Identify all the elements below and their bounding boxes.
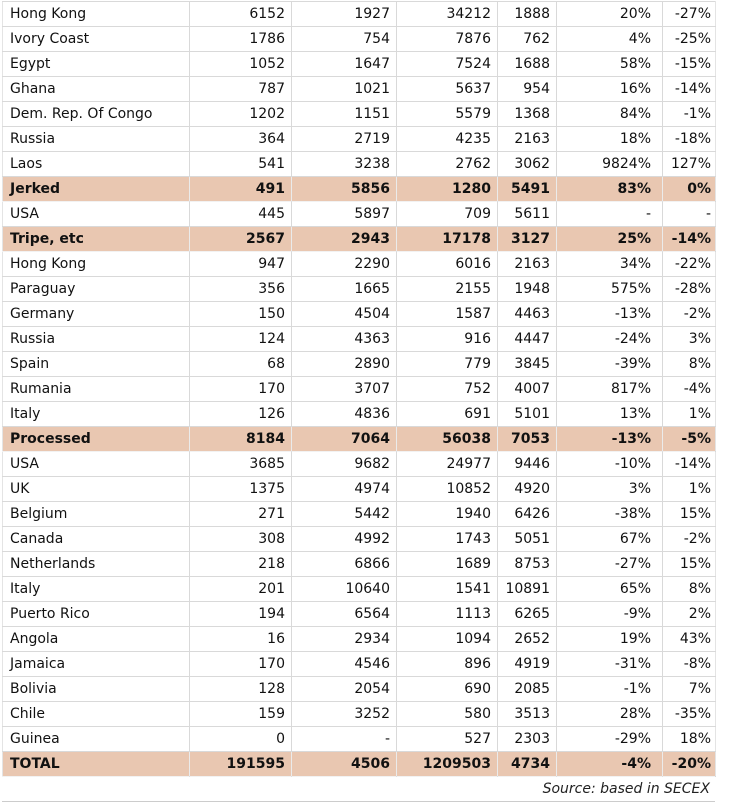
cell-value: 1280 bbox=[397, 177, 498, 202]
source-note-row bbox=[2, 777, 715, 802]
cell-label: Russia bbox=[3, 327, 190, 352]
cell-value: 9682 bbox=[292, 452, 397, 477]
cell-value: 709 bbox=[397, 202, 498, 227]
cell-value: 201 bbox=[190, 577, 292, 602]
cell-value: 3062 bbox=[498, 152, 557, 177]
cell-value: 1688 bbox=[498, 52, 557, 77]
cell-value: 10640 bbox=[292, 577, 397, 602]
cell-value: 9824% bbox=[557, 152, 663, 177]
cell-value: 6016 bbox=[397, 252, 498, 277]
cell-value: 947 bbox=[190, 252, 292, 277]
cell-value: 34% bbox=[557, 252, 663, 277]
cell-value: 2934 bbox=[292, 627, 397, 652]
cell-value: -38% bbox=[557, 502, 663, 527]
cell-value: -13% bbox=[557, 302, 663, 327]
cell-value: -8% bbox=[663, 652, 716, 677]
table-row bbox=[3, 277, 716, 302]
cell-label: USA bbox=[3, 202, 190, 227]
cell-value: 2290 bbox=[292, 252, 397, 277]
cell-value: 4974 bbox=[292, 477, 397, 502]
cell-value: 4447 bbox=[498, 327, 557, 352]
table-row bbox=[3, 602, 716, 627]
cell-value: 18% bbox=[663, 727, 716, 752]
table-row bbox=[3, 402, 716, 427]
cell-value: -15% bbox=[663, 52, 716, 77]
table-row bbox=[3, 502, 716, 527]
cell-value: 4992 bbox=[292, 527, 397, 552]
cell-value: 1113 bbox=[397, 602, 498, 627]
data-table bbox=[2, 1, 716, 777]
table-row bbox=[3, 252, 716, 277]
cell-value: 4920 bbox=[498, 477, 557, 502]
cell-label: Spain bbox=[3, 352, 190, 377]
cell-value: -2% bbox=[663, 527, 716, 552]
cell-value: 491 bbox=[190, 177, 292, 202]
cell-label: Ivory Coast bbox=[3, 27, 190, 52]
cell-value: 1940 bbox=[397, 502, 498, 527]
cell-value: 2303 bbox=[498, 727, 557, 752]
cell-value: 9446 bbox=[498, 452, 557, 477]
table-row bbox=[3, 202, 716, 227]
cell-label: Netherlands bbox=[3, 552, 190, 577]
cell-value: 25% bbox=[557, 227, 663, 252]
cell-value: 4734 bbox=[498, 752, 557, 777]
cell-value: 3127 bbox=[498, 227, 557, 252]
cell-value: -14% bbox=[663, 452, 716, 477]
table-row bbox=[3, 452, 716, 477]
cell-value: 1647 bbox=[292, 52, 397, 77]
cell-value: 128 bbox=[190, 677, 292, 702]
cell-value: 1% bbox=[663, 402, 716, 427]
cell-label: Tripe, etc bbox=[3, 227, 190, 252]
table-row bbox=[3, 727, 716, 752]
cell-value: 5101 bbox=[498, 402, 557, 427]
cell-value: 3252 bbox=[292, 702, 397, 727]
cell-value: 6265 bbox=[498, 602, 557, 627]
cell-value: 5897 bbox=[292, 202, 397, 227]
cell-label: Puerto Rico bbox=[3, 602, 190, 627]
cell-value: 954 bbox=[498, 77, 557, 102]
cell-value: 83% bbox=[557, 177, 663, 202]
cell-value: 356 bbox=[190, 277, 292, 302]
cell-value: 6152 bbox=[190, 2, 292, 27]
cell-value: 690 bbox=[397, 677, 498, 702]
cell-value: 5442 bbox=[292, 502, 397, 527]
cell-value: 7876 bbox=[397, 27, 498, 52]
cell-value: 159 bbox=[190, 702, 292, 727]
cell-value: 170 bbox=[190, 377, 292, 402]
cell-value: -14% bbox=[663, 77, 716, 102]
cell-value: -24% bbox=[557, 327, 663, 352]
cell-value: 3707 bbox=[292, 377, 397, 402]
cell-label: Germany bbox=[3, 302, 190, 327]
cell-value: -13% bbox=[557, 427, 663, 452]
cell-value: -1% bbox=[557, 677, 663, 702]
cell-value: 7064 bbox=[292, 427, 397, 452]
cell-value: 124 bbox=[190, 327, 292, 352]
cell-value: 3845 bbox=[498, 352, 557, 377]
cell-value: 5579 bbox=[397, 102, 498, 127]
cell-value: 65% bbox=[557, 577, 663, 602]
table-row bbox=[3, 377, 716, 402]
cell-value: 15% bbox=[663, 552, 716, 577]
cell-value: 575% bbox=[557, 277, 663, 302]
cell-label: Egypt bbox=[3, 52, 190, 77]
cell-value: 4546 bbox=[292, 652, 397, 677]
cell-value: 7% bbox=[663, 677, 716, 702]
cell-value: 2085 bbox=[498, 677, 557, 702]
cell-value: 68 bbox=[190, 352, 292, 377]
cell-value: 1368 bbox=[498, 102, 557, 127]
cell-value: 5491 bbox=[498, 177, 557, 202]
cell-value: 1151 bbox=[292, 102, 397, 127]
table-row bbox=[3, 627, 716, 652]
cell-value: 2% bbox=[663, 602, 716, 627]
cell-value: -5% bbox=[663, 427, 716, 452]
cell-value: 1375 bbox=[190, 477, 292, 502]
cell-label: Chile bbox=[3, 702, 190, 727]
cell-value: -31% bbox=[557, 652, 663, 677]
cell-label: Rumania bbox=[3, 377, 190, 402]
table-row bbox=[3, 102, 716, 127]
table-row bbox=[3, 127, 716, 152]
cell-value: 4919 bbox=[498, 652, 557, 677]
cell-value: 779 bbox=[397, 352, 498, 377]
group-row bbox=[3, 177, 716, 202]
cell-value: 5051 bbox=[498, 527, 557, 552]
cell-value: -4% bbox=[663, 377, 716, 402]
cell-value: -35% bbox=[663, 702, 716, 727]
cell-value: 4235 bbox=[397, 127, 498, 152]
cell-label: Canada bbox=[3, 527, 190, 552]
cell-value: 191595 bbox=[190, 752, 292, 777]
cell-value: 1094 bbox=[397, 627, 498, 652]
cell-value: 16 bbox=[190, 627, 292, 652]
cell-value: 2163 bbox=[498, 127, 557, 152]
cell-value: 67% bbox=[557, 527, 663, 552]
cell-value: 1948 bbox=[498, 277, 557, 302]
cell-value: 1202 bbox=[190, 102, 292, 127]
cell-value: 762 bbox=[498, 27, 557, 52]
cell-value: 1209503 bbox=[397, 752, 498, 777]
cell-value: 24977 bbox=[397, 452, 498, 477]
table-row bbox=[3, 527, 716, 552]
cell-value: 2943 bbox=[292, 227, 397, 252]
cell-value: 0 bbox=[190, 727, 292, 752]
cell-value: 18% bbox=[557, 127, 663, 152]
cell-value: 3% bbox=[663, 327, 716, 352]
cell-value: 4007 bbox=[498, 377, 557, 402]
cell-value: 1% bbox=[663, 477, 716, 502]
cell-value: 16% bbox=[557, 77, 663, 102]
cell-label: Italy bbox=[3, 402, 190, 427]
cell-value: 10891 bbox=[498, 577, 557, 602]
cell-value: 445 bbox=[190, 202, 292, 227]
table-row bbox=[3, 652, 716, 677]
cell-value: - bbox=[663, 202, 716, 227]
table-row bbox=[3, 702, 716, 727]
cell-value: 580 bbox=[397, 702, 498, 727]
cell-value: 2890 bbox=[292, 352, 397, 377]
cell-value: 527 bbox=[397, 727, 498, 752]
cell-value: 787 bbox=[190, 77, 292, 102]
cell-value: 19% bbox=[557, 627, 663, 652]
cell-value: 58% bbox=[557, 52, 663, 77]
cell-value: 271 bbox=[190, 502, 292, 527]
table-row bbox=[3, 27, 716, 52]
cell-value: 817% bbox=[557, 377, 663, 402]
cell-value: 7053 bbox=[498, 427, 557, 452]
cell-value: 691 bbox=[397, 402, 498, 427]
cell-value: 2163 bbox=[498, 252, 557, 277]
cell-value: 8% bbox=[663, 577, 716, 602]
table-row bbox=[3, 302, 716, 327]
cell-value: -27% bbox=[557, 552, 663, 577]
cell-value: -28% bbox=[663, 277, 716, 302]
cell-value: - bbox=[292, 727, 397, 752]
cell-label: Dem. Rep. Of Congo bbox=[3, 102, 190, 127]
cell-value: 17178 bbox=[397, 227, 498, 252]
table-row bbox=[3, 2, 716, 27]
cell-label: Processed bbox=[3, 427, 190, 452]
cell-value: 4463 bbox=[498, 302, 557, 327]
cell-value: -22% bbox=[663, 252, 716, 277]
cell-value: - bbox=[557, 202, 663, 227]
cell-label: Russia bbox=[3, 127, 190, 152]
table-row bbox=[3, 552, 716, 577]
cell-value: 2719 bbox=[292, 127, 397, 152]
cell-value: 8% bbox=[663, 352, 716, 377]
cell-value: -2% bbox=[663, 302, 716, 327]
cell-value: 4% bbox=[557, 27, 663, 52]
cell-value: 84% bbox=[557, 102, 663, 127]
cell-label: Guinea bbox=[3, 727, 190, 752]
cell-value: 1541 bbox=[397, 577, 498, 602]
cell-value: 6866 bbox=[292, 552, 397, 577]
cell-value: -1% bbox=[663, 102, 716, 127]
cell-value: 218 bbox=[190, 552, 292, 577]
cell-value: 28% bbox=[557, 702, 663, 727]
cell-value: 3238 bbox=[292, 152, 397, 177]
cell-label: TOTAL bbox=[3, 752, 190, 777]
cell-value: 5611 bbox=[498, 202, 557, 227]
cell-value: 10852 bbox=[397, 477, 498, 502]
cell-value: 1021 bbox=[292, 77, 397, 102]
table-row bbox=[3, 152, 716, 177]
table-row bbox=[3, 352, 716, 377]
cell-value: 15% bbox=[663, 502, 716, 527]
cell-value: 3% bbox=[557, 477, 663, 502]
cell-value: -39% bbox=[557, 352, 663, 377]
cell-value: 0% bbox=[663, 177, 716, 202]
cell-value: 2155 bbox=[397, 277, 498, 302]
cell-value: 2567 bbox=[190, 227, 292, 252]
cell-label: UK bbox=[3, 477, 190, 502]
group-row bbox=[3, 752, 716, 777]
cell-value: 3685 bbox=[190, 452, 292, 477]
cell-label: Belgium bbox=[3, 502, 190, 527]
cell-value: 4506 bbox=[292, 752, 397, 777]
cell-value: 127% bbox=[663, 152, 716, 177]
cell-value: 2652 bbox=[498, 627, 557, 652]
cell-label: Hong Kong bbox=[3, 252, 190, 277]
cell-label: USA bbox=[3, 452, 190, 477]
cell-value: 1888 bbox=[498, 2, 557, 27]
cell-value: 5856 bbox=[292, 177, 397, 202]
cell-value: 896 bbox=[397, 652, 498, 677]
table-body bbox=[3, 2, 716, 777]
cell-value: 34212 bbox=[397, 2, 498, 27]
cell-value: -4% bbox=[557, 752, 663, 777]
cell-value: 13% bbox=[557, 402, 663, 427]
cell-value: 6426 bbox=[498, 502, 557, 527]
source-note: Source: based in SECEX bbox=[542, 781, 710, 797]
cell-label: Paraguay bbox=[3, 277, 190, 302]
cell-value: 7524 bbox=[397, 52, 498, 77]
table-row bbox=[3, 477, 716, 502]
cell-value: 4363 bbox=[292, 327, 397, 352]
cell-label: Italy bbox=[3, 577, 190, 602]
cell-value: 2054 bbox=[292, 677, 397, 702]
cell-value: 3513 bbox=[498, 702, 557, 727]
cell-value: 6564 bbox=[292, 602, 397, 627]
cell-value: -14% bbox=[663, 227, 716, 252]
cell-value: 20% bbox=[557, 2, 663, 27]
cell-value: 364 bbox=[190, 127, 292, 152]
cell-value: 150 bbox=[190, 302, 292, 327]
cell-value: 1689 bbox=[397, 552, 498, 577]
cell-label: Hong Kong bbox=[3, 2, 190, 27]
cell-value: 56038 bbox=[397, 427, 498, 452]
cell-label: Ghana bbox=[3, 77, 190, 102]
cell-label: Jamaica bbox=[3, 652, 190, 677]
cell-value: 308 bbox=[190, 527, 292, 552]
cell-value: 126 bbox=[190, 402, 292, 427]
cell-value: 2762 bbox=[397, 152, 498, 177]
cell-label: Angola bbox=[3, 627, 190, 652]
cell-value: 1587 bbox=[397, 302, 498, 327]
group-row bbox=[3, 227, 716, 252]
cell-value: 1052 bbox=[190, 52, 292, 77]
cell-label: Laos bbox=[3, 152, 190, 177]
cell-value: 1665 bbox=[292, 277, 397, 302]
cell-value: 541 bbox=[190, 152, 292, 177]
cell-value: 8184 bbox=[190, 427, 292, 452]
cell-value: 752 bbox=[397, 377, 498, 402]
cell-value: -29% bbox=[557, 727, 663, 752]
table-row bbox=[3, 77, 716, 102]
cell-value: 43% bbox=[663, 627, 716, 652]
cell-value: 1743 bbox=[397, 527, 498, 552]
cell-value: -18% bbox=[663, 127, 716, 152]
table-row bbox=[3, 327, 716, 352]
cell-value: 1927 bbox=[292, 2, 397, 27]
cell-value: 8753 bbox=[498, 552, 557, 577]
table-row bbox=[3, 677, 716, 702]
cell-value: -10% bbox=[557, 452, 663, 477]
cell-value: -25% bbox=[663, 27, 716, 52]
cell-value: -9% bbox=[557, 602, 663, 627]
group-row bbox=[3, 427, 716, 452]
cell-label: Bolivia bbox=[3, 677, 190, 702]
cell-label: Jerked bbox=[3, 177, 190, 202]
cell-value: 754 bbox=[292, 27, 397, 52]
cell-value: 4504 bbox=[292, 302, 397, 327]
cell-value: 916 bbox=[397, 327, 498, 352]
cell-value: 1786 bbox=[190, 27, 292, 52]
cell-value: -27% bbox=[663, 2, 716, 27]
cell-value: 4836 bbox=[292, 402, 397, 427]
cell-value: 5637 bbox=[397, 77, 498, 102]
cell-value: 170 bbox=[190, 652, 292, 677]
table-row bbox=[3, 52, 716, 77]
cell-value: 194 bbox=[190, 602, 292, 627]
cell-value: -20% bbox=[663, 752, 716, 777]
table-row bbox=[3, 577, 716, 602]
